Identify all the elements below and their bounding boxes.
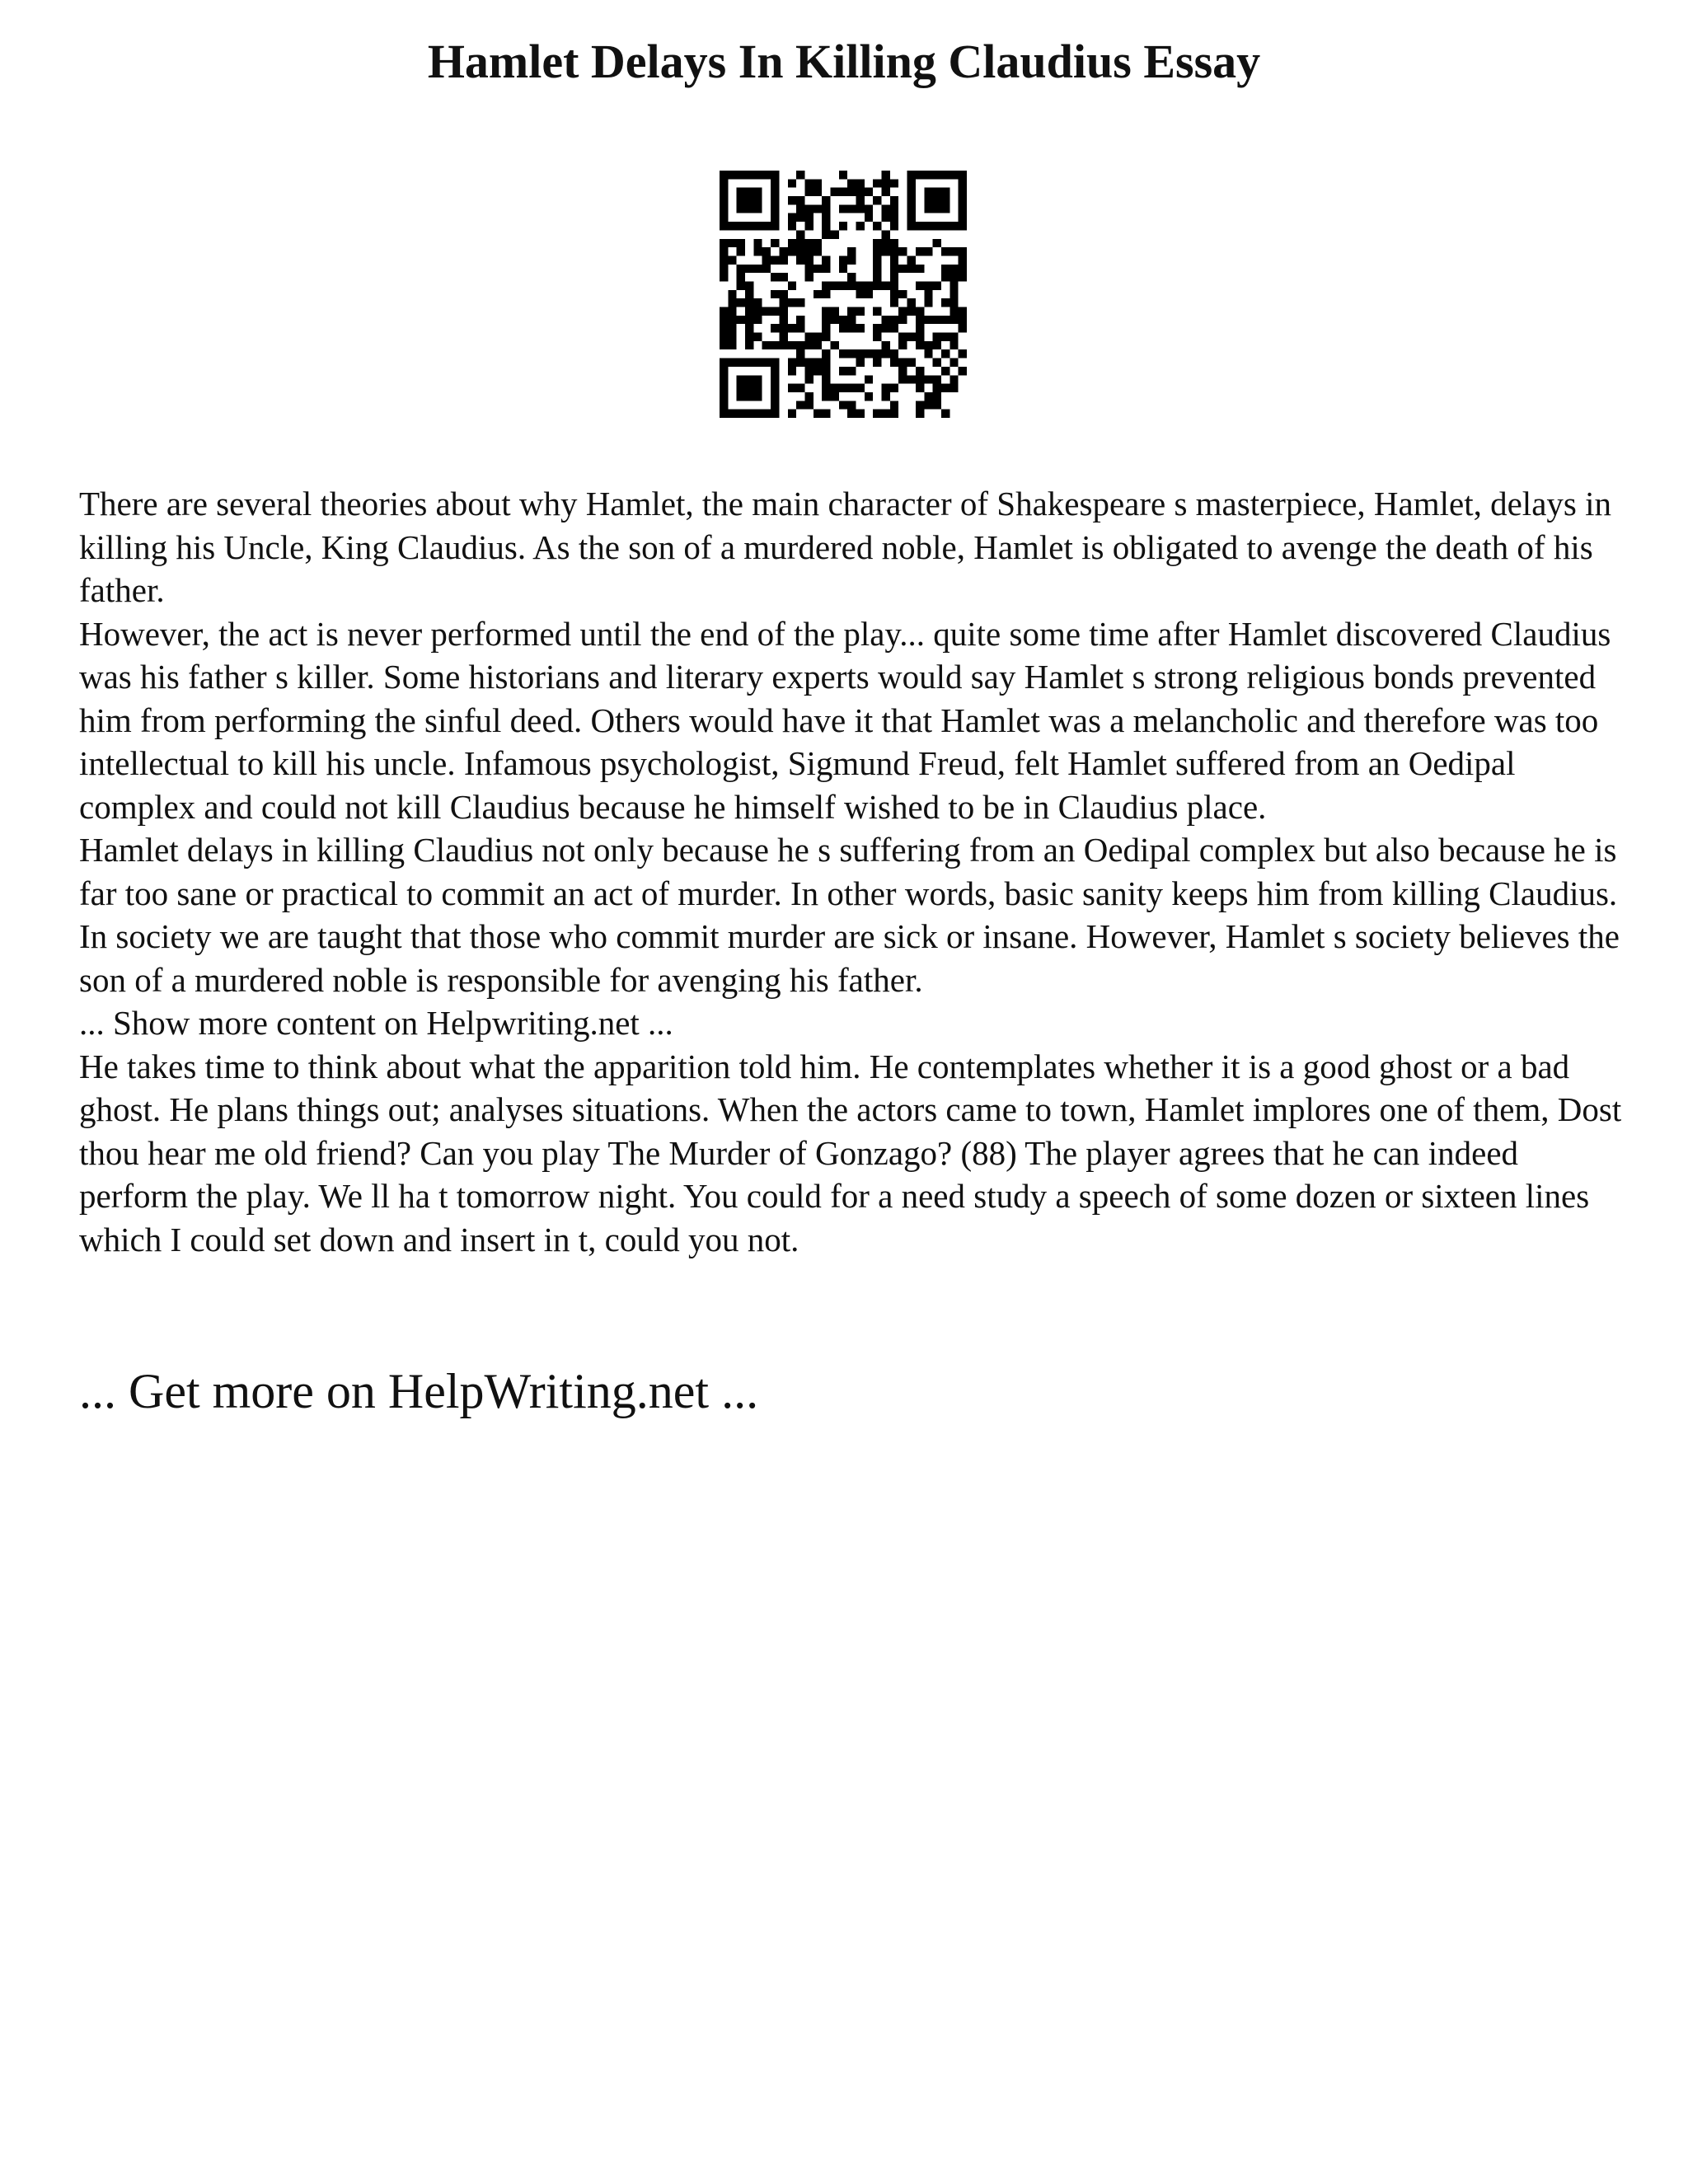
paragraph: Hamlet delays in killing Claudius not only because he s suffering from an Oedipal complex but also because he is far too sane or practical to commit an act of murder. In other words, basic sanity keeps him from killing Claudius. In society we are taught that those who commit murder are sick or insane. However, Hamlet s society believes the son of a murdered noble is responsible for avenging his father.: [79, 831, 1620, 999]
paragraph: However, the act is never performed until the end of the play... quite some time after Hamlet discovered Claudius was his father s killer. Some historians and literary experts would say Hamlet s strong religious bonds prevented him from performing the sinful deed. Others would have it that Hamlet was a melancholic and therefore was too intellectual to kill his uncle. Infamous psychologist, Sigmund Freud, felt Hamlet suffered from an Oedipal complex and could not kill Claudius because he himself wished to be in Claudius place.: [79, 614, 1611, 826]
qr-code-icon: [720, 171, 967, 418]
document-title: Hamlet Delays In Killing Claudius Essay: [427, 35, 1261, 88]
essay-body: [79, 482, 1629, 1261]
paragraph: He takes time to think about what the apparition told him. He contemplates whether it is a good ghost or a bad ghost. He plans things out; analyses situations. When the actors came to town, Hamlet implores one of them, Dost thou hear me old friend? Can you play The Murder of Gonzago? (88) The player agrees that he can indeed perform the play. We ll ha t tomorrow night. You could for a need study a speech of some dozen or sixteen lines which I could set down and insert in t, could you not.: [79, 1047, 1622, 1258]
paragraph: There are several theories about why Hamlet, the main character of Shakespeare s masterpiece, Hamlet, delays in killing his Uncle, King Claudius. As the son of a murdered noble, Hamlet is obligated to avenge the death of his father.: [79, 485, 1611, 609]
get-more-link[interactable]: ... Get more on HelpWriting.net ...: [79, 1364, 759, 1418]
show-more-link[interactable]: ... Show more content on Helpwriting.net ...: [79, 1004, 673, 1042]
